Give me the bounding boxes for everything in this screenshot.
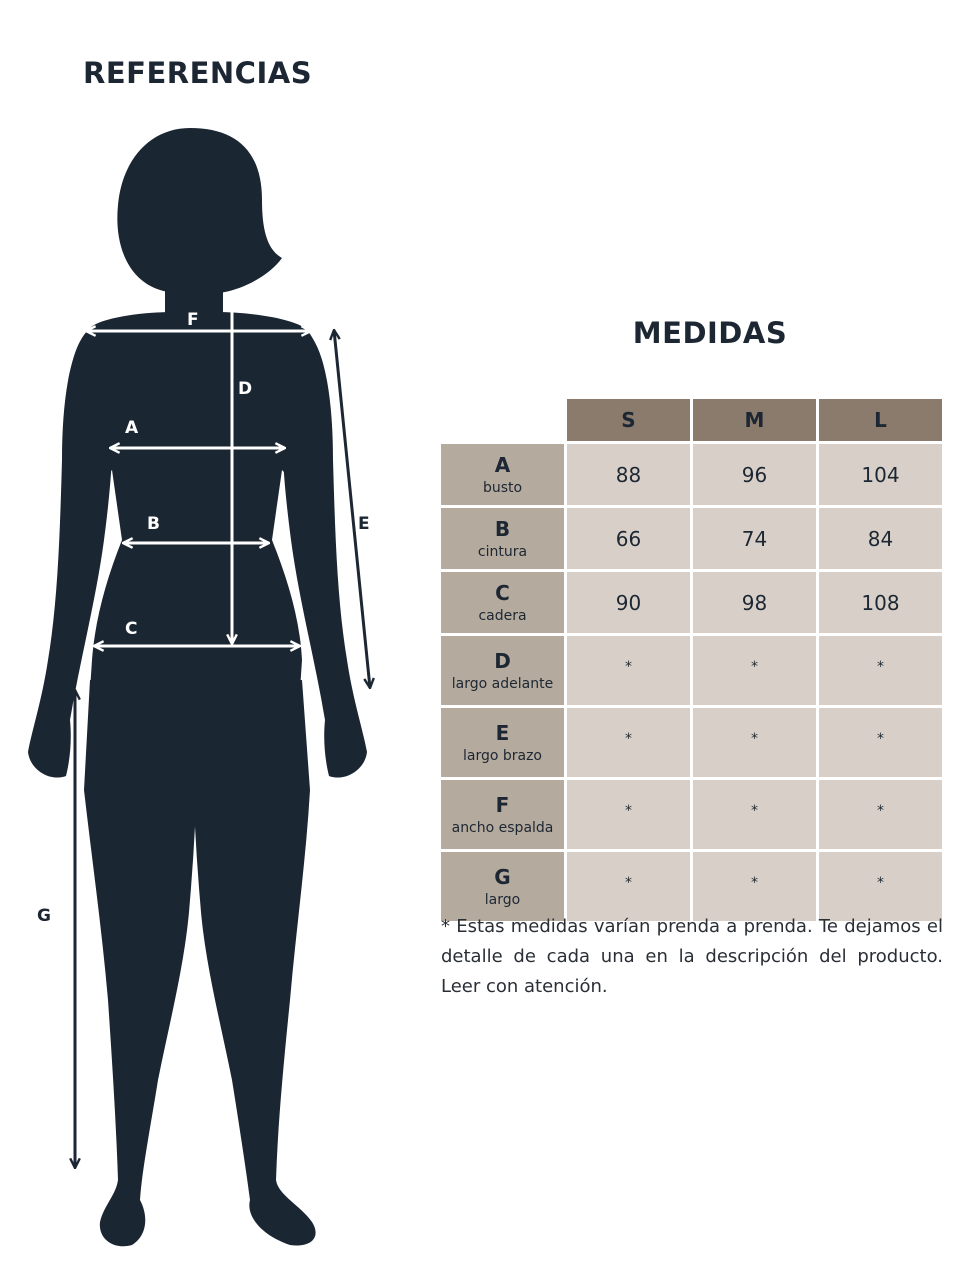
row-name: largo brazo bbox=[462, 748, 543, 764]
size-chart-table bbox=[438, 396, 945, 924]
table-cell: * bbox=[819, 636, 942, 705]
size-header-m: M bbox=[693, 399, 816, 441]
row-header bbox=[441, 444, 564, 505]
table-cell: * bbox=[693, 780, 816, 849]
left-leg-shape bbox=[84, 680, 200, 1246]
table-row bbox=[441, 444, 942, 505]
size-header-s: S bbox=[567, 399, 690, 441]
measures-title: MEDIDAS bbox=[632, 316, 788, 350]
table-cell: 88 bbox=[567, 444, 690, 505]
row-header bbox=[441, 508, 564, 569]
size-header-l: L bbox=[819, 399, 942, 441]
table-cell: 84 bbox=[819, 508, 942, 569]
label-d: D bbox=[238, 379, 253, 399]
label-f: F bbox=[187, 310, 199, 330]
label-e: E bbox=[358, 514, 370, 534]
head-shape bbox=[117, 128, 282, 294]
table-cell: * bbox=[693, 636, 816, 705]
row-letter: F bbox=[495, 793, 510, 817]
label-g: G bbox=[37, 906, 51, 926]
size-header-row bbox=[441, 399, 942, 441]
table-cell: 96 bbox=[693, 444, 816, 505]
label-a: A bbox=[125, 418, 139, 438]
table-row bbox=[441, 852, 942, 921]
row-name: cadera bbox=[478, 608, 527, 624]
table-cell: * bbox=[567, 780, 690, 849]
table-cell: * bbox=[693, 708, 816, 777]
row-letter: C bbox=[495, 581, 510, 605]
references-title: REFERENCIAS bbox=[83, 56, 313, 90]
row-name: largo adelante bbox=[451, 676, 554, 692]
table-row bbox=[441, 780, 942, 849]
table-cell: * bbox=[819, 852, 942, 921]
row-name: cintura bbox=[477, 544, 528, 560]
row-letter: E bbox=[495, 721, 510, 745]
table-cell: * bbox=[693, 852, 816, 921]
table-row bbox=[441, 572, 942, 633]
row-name: largo bbox=[484, 892, 521, 908]
table-row bbox=[441, 636, 942, 705]
table-cell: 98 bbox=[693, 572, 816, 633]
row-header bbox=[441, 780, 564, 849]
row-header bbox=[441, 636, 564, 705]
table-cell: * bbox=[567, 636, 690, 705]
row-header bbox=[441, 572, 564, 633]
table-cell: 66 bbox=[567, 508, 690, 569]
row-letter: D bbox=[494, 649, 511, 673]
row-letter: A bbox=[494, 453, 511, 477]
table-cell: * bbox=[567, 852, 690, 921]
right-leg-shape bbox=[190, 680, 316, 1246]
label-b: B bbox=[147, 514, 160, 534]
table-cell: * bbox=[567, 708, 690, 777]
row-header bbox=[441, 852, 564, 921]
row-name: ancho espalda bbox=[451, 820, 554, 836]
table-row bbox=[441, 508, 942, 569]
row-letter: G bbox=[494, 865, 511, 889]
label-c: C bbox=[125, 619, 138, 639]
table-row bbox=[441, 708, 942, 777]
table-cell: 104 bbox=[819, 444, 942, 505]
row-name: busto bbox=[482, 480, 523, 496]
table-cell: * bbox=[819, 708, 942, 777]
woman-silhouette bbox=[28, 128, 367, 1246]
row-letter: B bbox=[494, 517, 511, 541]
measurement-note: * Estas medidas varían prenda a prenda. Te dejamos el detalle de cada una en la descripción del producto. Leer con atención. bbox=[441, 916, 943, 997]
table-cell: 108 bbox=[819, 572, 942, 633]
table-corner bbox=[441, 399, 564, 441]
table-cell: 74 bbox=[693, 508, 816, 569]
table-cell: 90 bbox=[567, 572, 690, 633]
table-cell: * bbox=[819, 780, 942, 849]
row-header bbox=[441, 708, 564, 777]
